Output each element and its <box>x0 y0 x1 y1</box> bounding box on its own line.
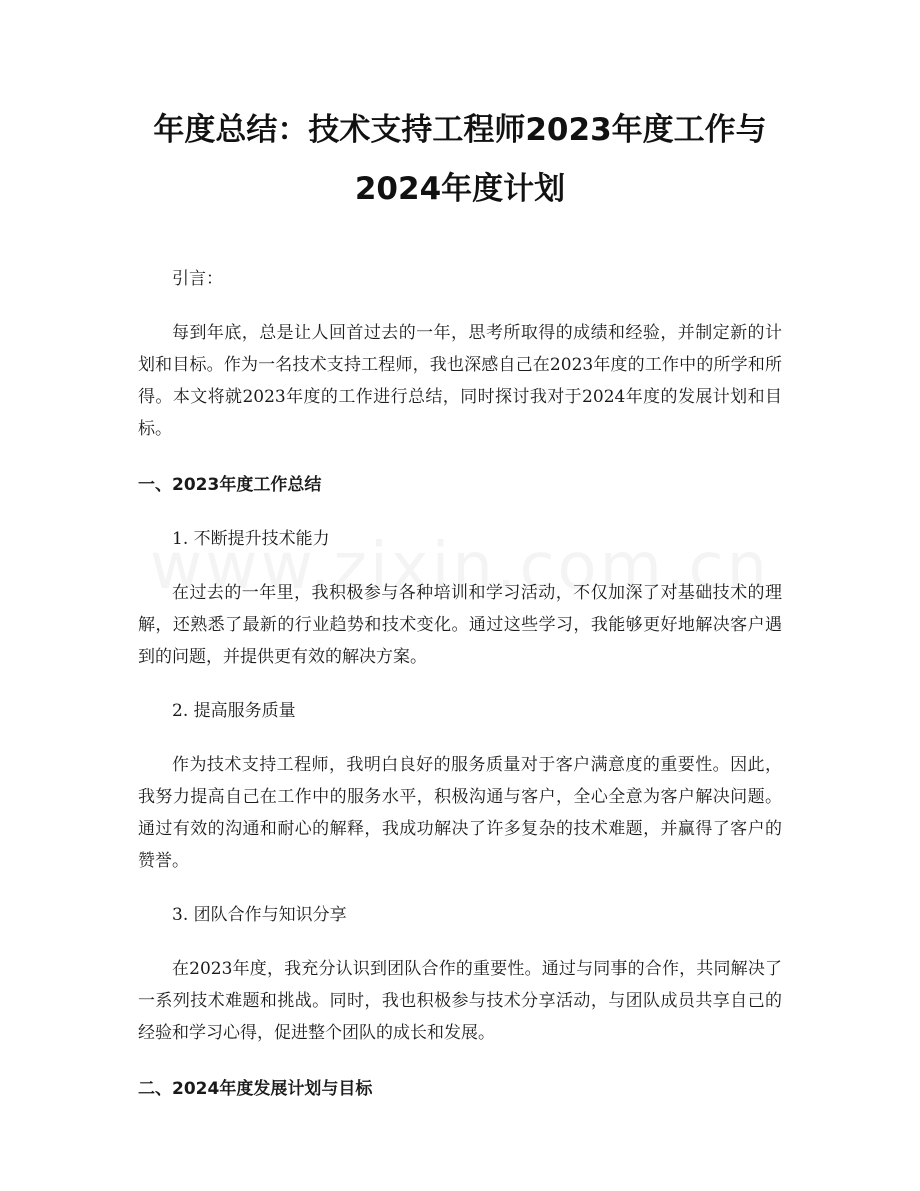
section-2-heading: 二、2024年度发展计划与目标 <box>138 1079 373 1099</box>
intro-label: 引言： <box>172 269 223 289</box>
section-1-item-1-text: 在过去的一年里，我积极参与各种培训和学习活动，不仅加深了对基础技术的理解，还熟悉了最新的行业趋势和技术变化。通过这些学习，我能够更好地解决客户遇到的问题，并提供更有效的解决方案。 <box>138 583 782 667</box>
title-line-2: 2024年度计划 <box>354 171 566 207</box>
document-title <box>130 101 790 219</box>
section-1-item-3-text: 在2023年度，我充分认识到团队合作的重要性。通过与同事的合作，共同解决了一系列技术难题和挑战。同时，我也积极参与技术分享活动，与团队成员共享自己的经验和学习心得，促进整个团队的成长和发展。 <box>138 959 782 1043</box>
section-1-item-2-text: 作为技术支持工程师，我明白良好的服务质量对于客户满意度的重要性。因此，我努力提高自己在工作中的服务水平，积极沟通与客户，全心全意为客户解决问题。通过有效的沟通和耐心的解释，我成功解决了许多复杂的技术难题，并赢得了客户的赞誉。 <box>138 755 782 871</box>
section-1-item-3-label: 3. 团队合作与知识分享 <box>172 905 347 925</box>
section-1-item-2-label: 2. 提高服务质量 <box>172 701 296 721</box>
title-line-1: 年度总结：技术支持工程师2023年度工作与 <box>153 112 767 148</box>
section-1-heading: 一、2023年度工作总结 <box>138 475 322 495</box>
section-1-item-1-label: 1. 不断提升技术能力 <box>172 529 330 549</box>
intro-paragraph: 每到年底，总是让人回首过去的一年，思考所取得的成绩和经验，并制定新的计划和目标。作为一名技术支持工程师，我也深感自己在2023年度的工作中的所学和所得。本文将就2023年度的工作进行总结，同时探讨我对于2024年度的发展计划和目标。 <box>138 323 782 439</box>
